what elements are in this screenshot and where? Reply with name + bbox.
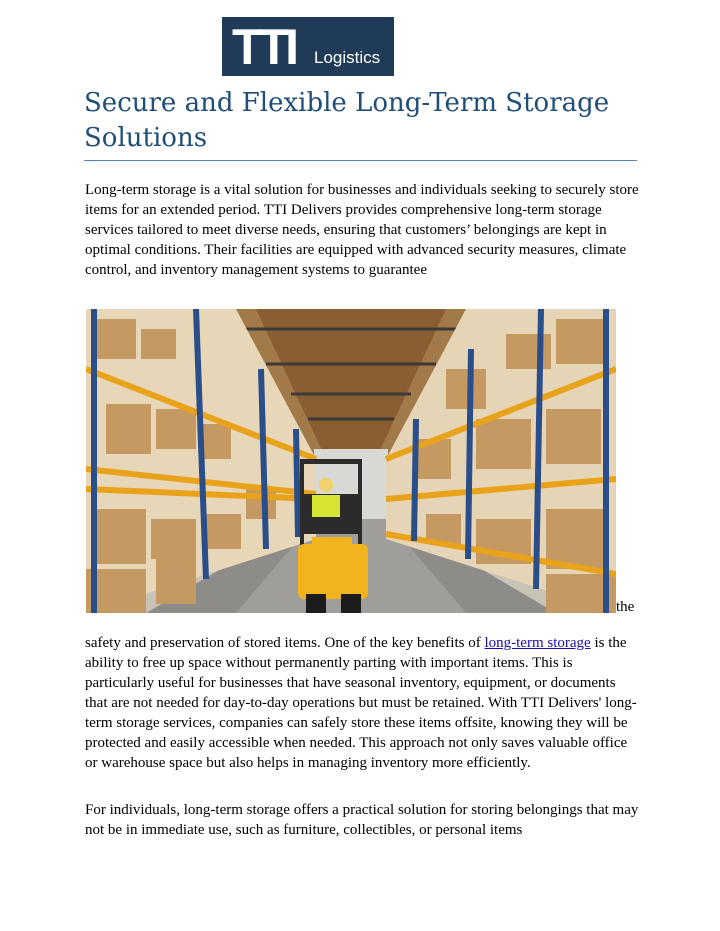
long-term-storage-link[interactable]: long-term storage — [484, 635, 591, 651]
company-logo — [222, 17, 394, 76]
image-trailing-text: the — [616, 599, 635, 615]
para2-after-link: is the ability to free up space without permanently parting with important items. This is particularly useful for businesses that have seasonal inventory, equipment, or documents that are not needed for day-to-day operations but must be retained. With TTI Delivers' long-term storage services, companies can safely store these items offsite, knowing they will be protected and easily accessible when needed. This approach not only saves valuable office or warehouse space but also helps in managing inventory more efficiently. — [85, 635, 637, 771]
page-title: Secure and Flexible Long-Term Storage Solutions — [84, 88, 610, 153]
body-paragraph-3: For individuals, long-term storage offers a practical solution for storing belongings that may not be in immediate use, such as furniture, collectibles, or personal items — [85, 802, 639, 838]
warehouse-photo — [86, 309, 616, 613]
title-divider — [84, 160, 637, 161]
intro-paragraph: Long-term storage is a vital solution for businesses and individuals seeking to securely store items for an extended period. TTI Delivers provides comprehensive long-term storage services tailored to meet diverse needs, ensuring that customers’ belongings are kept in optimal conditions. Their facilities are equipped with advanced security measures, climate control, and inventory management systems to guarantee — [85, 182, 639, 278]
para2-before-link: safety and preservation of stored items. One of the key benefits of — [85, 635, 485, 651]
logo-mark: TTI — [232, 19, 295, 75]
logo-subtitle: Logistics — [314, 48, 381, 67]
body-paragraph-2 — [85, 633, 640, 773]
